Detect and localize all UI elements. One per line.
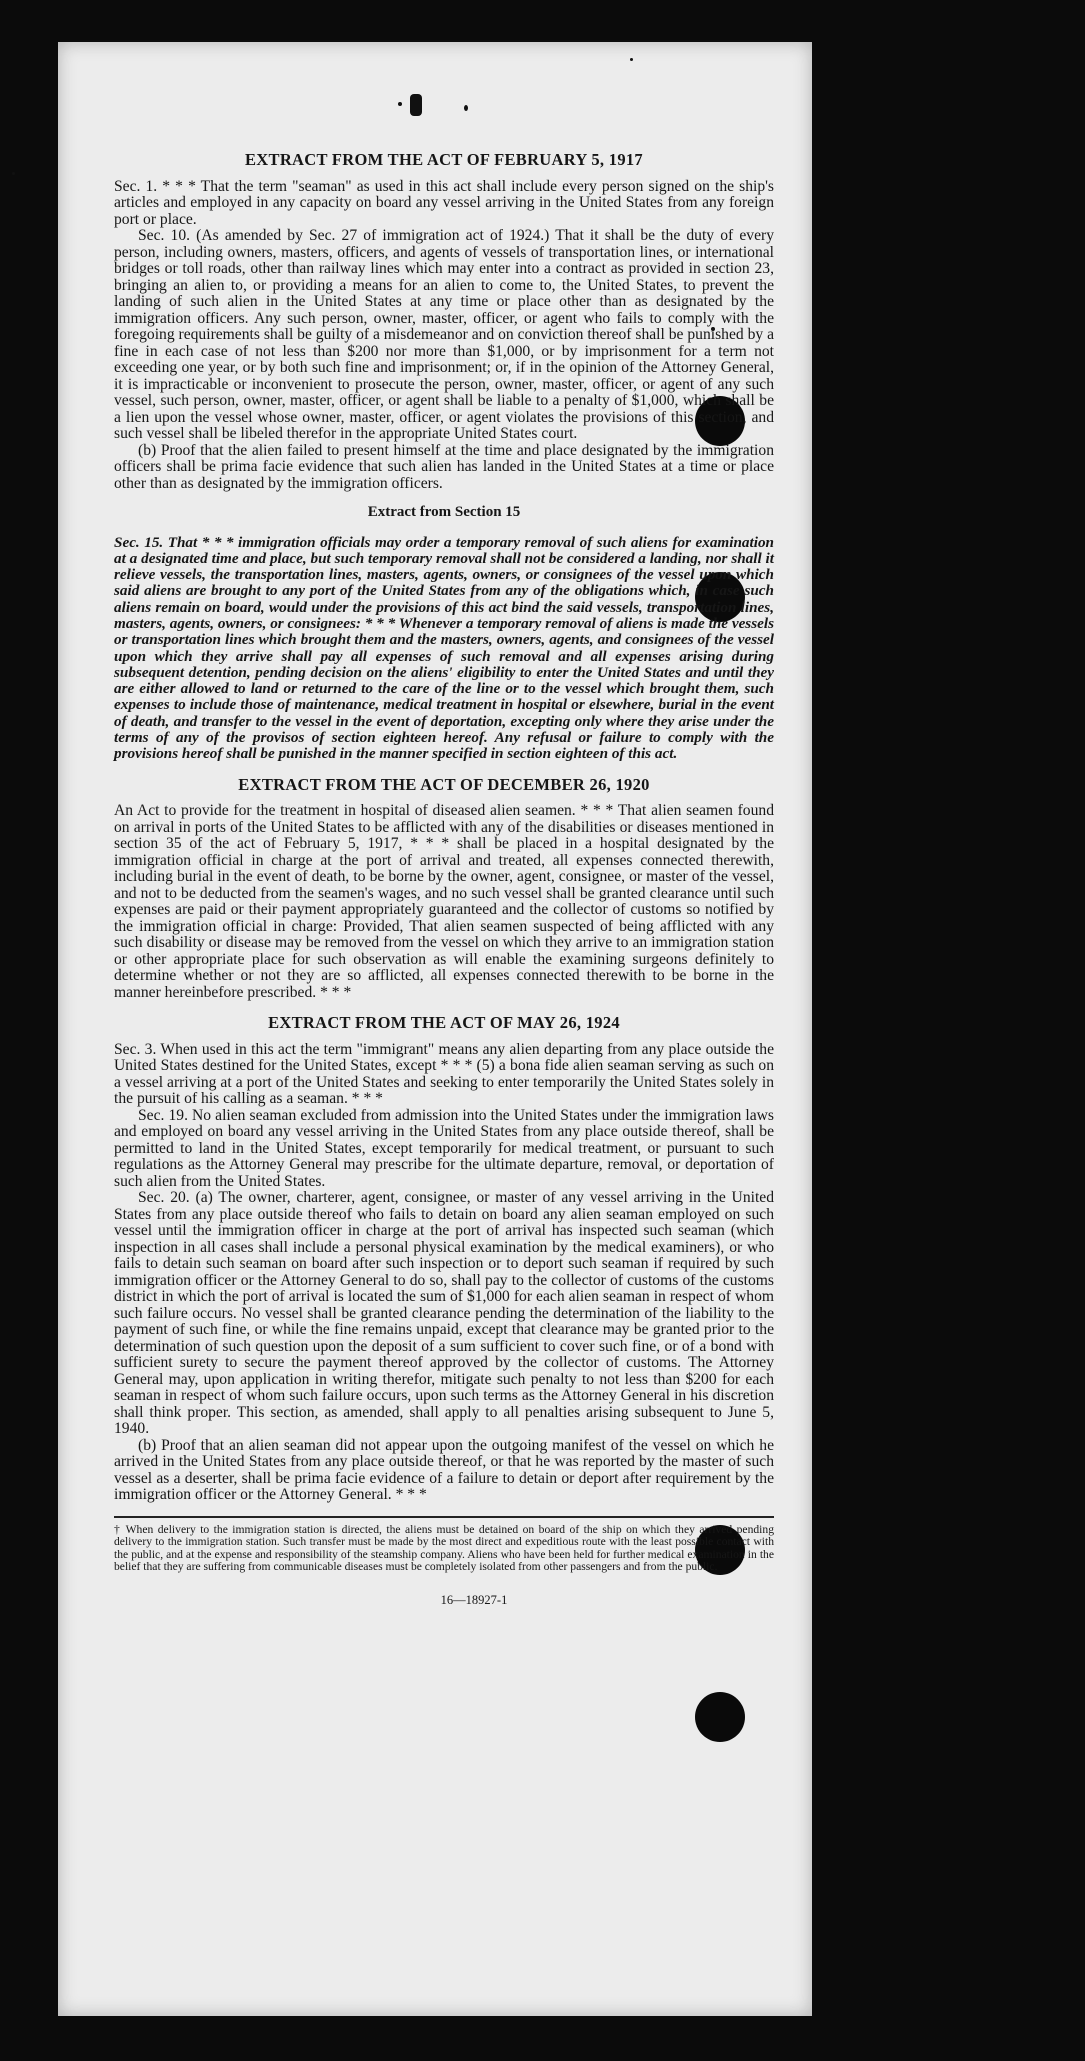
sec-20a-paragraph: Sec. 20. (a) The owner, charterer, agent, consignee, or master of any vessel arriving in the United States from any place outside thereof who fails to detain on board any alien seaman employed on such vessel until the immigration officer in charge at the port of arrival has inspected such seaman (which inspection in all cases shall include a personal physical examination by the medical examiners), or who fails to detain such seaman on board after such inspection or to deport such seaman if required by such immigration officer or the Attorney General to do so, shall pay to the collector of customs of the customs district in which the port of arrival is located the sum of $1,000 for each alien seaman in respect of whom such failure occurs. No vessel shall be granted clearance pending the determination of the liability to the payment of such fine, or while the fine remains unpaid, except that clearance may be granted prior to the determination of such question upon the deposit of a sum sufficient to cover such fine, or of a bond with sufficient surety to secure the payment thereof approved by the collector of customs. The Attorney General may, upon application in writing therefor, mitigate such penalty to not less than $200 for each seaman in respect of whom such failure occurs, upon such terms as the Attorney General in his discretion shall think proper. This section, as amended, shall apply to all penalties arising subsequent to June 5, 1940. [114, 1189, 774, 1438]
act-1917-heading: EXTRACT FROM THE ACT OF FEBRUARY 5, 1917 [245, 150, 643, 169]
sec-19-paragraph: Sec. 19. No alien seaman excluded from admission into the United States under the immigration laws and employed on board any vessel arriving in the United States from any place outside thereof, shall be permitted to land in the United States, except temporarily for medical treatment, or pursuant to such regulations as the Attorney General may prescribe for the ultimate departure, removal, or deportation of such alien from the United States. [114, 1106, 774, 1190]
sec-10-paragraph: Sec. 10. (As amended by Sec. 27 of immigration act of 1924.) That it shall be the duty of every person, including owners, masters, officers, and agents of vessels of transportation lines, or international bridges or toll roads, other than railway lines which may enter into a contract as provided in section 23, bringing an alien to, or providing a means for an alien to come to, the United States, to prevent the landing of such alien in the United States at any time or place other than as designated by the immigration officers. Any such person, owner, master, officer, or agent who fails to comply with the foregoing requirements shall be guilty of a misdemeanor and on conviction thereof shall be punished by a fine in each case of not less than $200 nor more than $1,000, or by imprisonment for a term not exceeding one year, or by both such fine and imprisonment; or, if in the opinion of the Attorney General, it is impracticable or inconvenient to prosecute the person, owner, master, officer, or agent of any such vessel, such person, owner, master, officer, or agent shall be liable to a penalty of $1,000, which shall be a lien upon the vessel whose owner, master, officer, or agent violates the provisions of this section, and such vessel shall be libeled therefor in the appropriate United States court. [114, 227, 774, 442]
ink-dot [630, 58, 633, 61]
sec-15-paragraph: Sec. 15. That * * * immigration officials may order a temporary removal of such aliens for examination at a designated time and place, but such temporary removal shall not be considered a landing, nor shall it relieve vessels, the transportation lines, masters, agents, owners, or consignees of the vessel upon which said aliens are brought to any port of the United States from any of the obligations which, in case such aliens remain on board, would under the provisions of this act bind the said vessels, transportation lines, masters, agents, owners, or consignees: * * * Whenever a temporary removal of aliens is made the vessels or transportation lines which brought them and the masters, owners, agents, and consignees of the vessel upon which they arrive shall pay all expenses of such removal and all expenses arising during subsequent detention, pending decision on the aliens' eligibility to enter the United States and until they are either allowed to land or returned to the care of the line or to the vessel which brought them, such expenses to include those of maintenance, medical treatment in hospital or elsewhere, burial in the event of death, and transfer to the vessel in the event of deportation, excepting only where they arise under the terms of any of the provisos of section eighteen hereof. Any refusal or failure to comply with the provisions hereof shall be punished in the manner specified in section eighteen of this act. [114, 533, 774, 763]
section-15-heading: Extract from Section 15 [367, 504, 521, 520]
footnote-divider [114, 1516, 774, 1518]
document-page [58, 42, 812, 2016]
sec-10b-paragraph: (b) Proof that the alien failed to present himself at the time and place designated by the immigration officers shall be prima facie evidence that such alien has landed in the United States at a time or place other than as designated by the immigration officers. [114, 441, 774, 492]
punch-hole [695, 1692, 745, 1742]
form-code: 16—18927-1 [440, 1592, 508, 1607]
footnote: † When delivery to the immigration station is directed, the aliens must be detained on board of the ship on which they arrived pending delivery to the immigration station. Such transfer must be made by the most direct and expeditious route with the least possible contact with the public, and at the expense and responsibility of the steamship company. Aliens who have been held for further medical examination in the belief that they are suffering from communicable diseases must be completely isolated from other passengers and from the public. [114, 1522, 774, 1574]
act-1920-heading: EXTRACT FROM THE ACT OF DECEMBER 26, 1920 [238, 774, 650, 794]
ink-smudge [410, 94, 422, 116]
ink-dot [398, 102, 402, 106]
ink-dot [464, 105, 468, 111]
sec-20b-paragraph: (b) Proof that an alien seaman did not appear upon the outgoing manifest of the vessel on which he arrived in the United States from any place outside thereof, or that he was reported by the master of such vessel as a deserter, shall be prima facie evidence of a failure to detain or deport after requirement by the immigration officer or the Attorney General. * * * [114, 1436, 774, 1504]
sec-1-paragraph: Sec. 1. * * * That the term "seaman" as used in this act shall include every person signed on the ship's articles and employed in any capacity on board any vessel arriving in the United States from any foreign port or place. [114, 177, 774, 228]
sec-3-paragraph: Sec. 3. When used in this act the term "immigrant" means any alien departing from any place outside the United States destined for the United States, except * * * (5) a bona fide alien seaman serving as such on a vessel arriving at a port of the United States and seeking to enter temporarily the United States solely in the pursuit of his calling as a seaman. * * * [114, 1040, 774, 1108]
act-1920-paragraph: An Act to provide for the treatment in hospital of diseased alien seamen. * * * That alien seamen found on arrival in ports of the United States to be afflicted with any of the disabilities or diseases mentioned in section 35 of the act of February 5, 1917, * * * shall be placed in a hospital designated by the immigration official in charge at the port of arrival and treated, all expenses connected therewith, including burial in the event of death, to be borne by the owner, agent, consignee, or master of the vessel, and not to be deducted from the seamen's wages, and no such vessel shall be granted clearance until such expenses are paid or their payment appropriately guaranteed and the collector of customs so notified by the immigration official in charge: Provided, That alien seamen suspected of being afflicted with any such disability or disease may be removed from the vessel on which they arrive to an immigration station or other appropriate place for such observation as will enable the examining surgeons definitely to determine whether or not they are so afflicted, all expenses connected therewith to be borne in the manner hereinbefore prescribed. * * * [114, 802, 774, 1001]
document-content [114, 152, 774, 1608]
ink-dot [12, 172, 15, 175]
act-1924-heading: EXTRACT FROM THE ACT OF MAY 26, 1924 [268, 1013, 620, 1033]
